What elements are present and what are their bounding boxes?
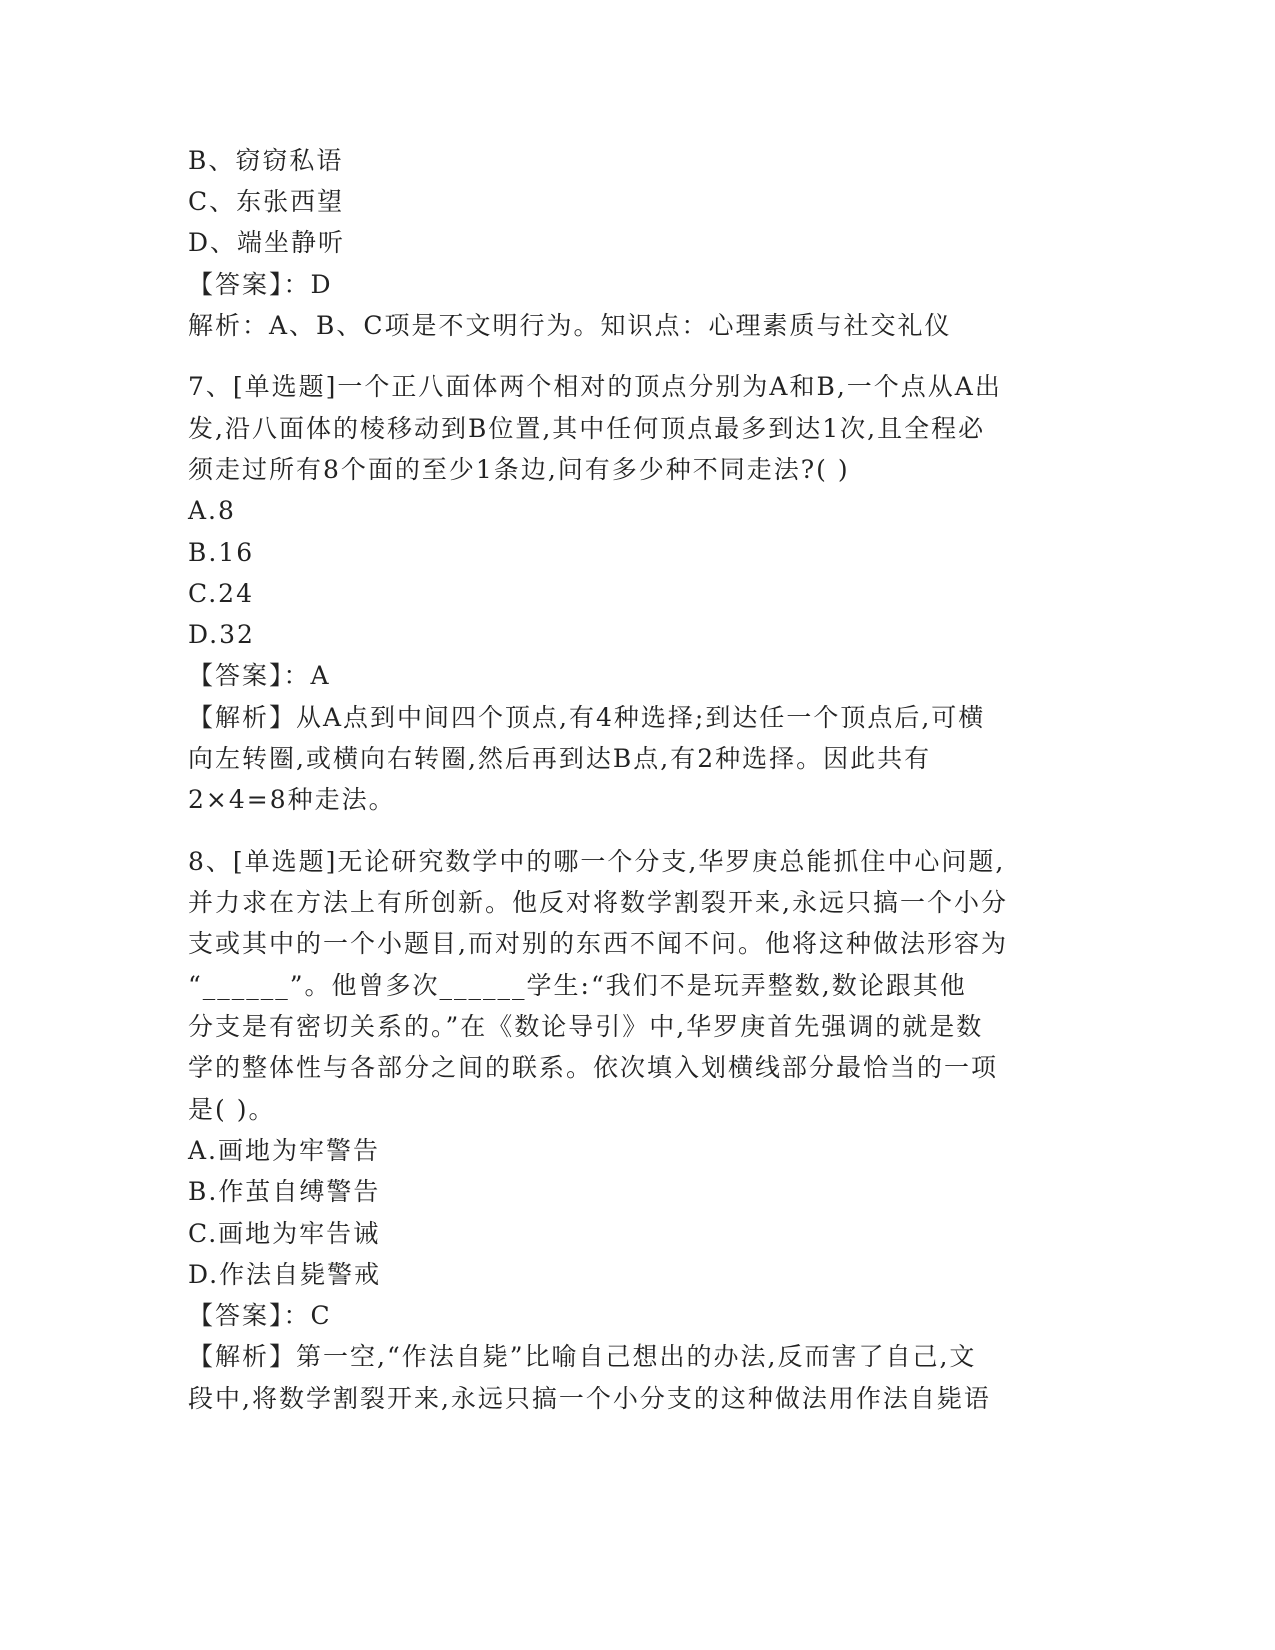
q8-option-b: B.作茧自缚警告 xyxy=(188,1177,381,1206)
q8-option-a: A.画地为牢警告 xyxy=(188,1136,381,1165)
q8-option-d: D.作法自毙警戒 xyxy=(188,1260,382,1289)
q7-stem-line: 发,沿八面体的棱移动到B位置,其中任何顶点最多到达1次,且全程必 xyxy=(188,414,986,443)
q7-stem-line: 须走过所有8个面的至少1条边,问有多少种不同走法?( ) xyxy=(188,455,850,484)
q8-stem-line: 并力求在方法上有所创新。他反对将数学割裂开来,永远只搞一个小分 xyxy=(188,888,1008,917)
q6-analysis: 解析：A、B、C项是不文明行为。知识点：心理素质与社交礼仪 xyxy=(188,311,952,340)
q6-option-c: C、东张西望 xyxy=(188,187,345,216)
q8-answer: 【答案】：C xyxy=(188,1301,332,1330)
q8-stem-line: 学的整体性与各部分之间的联系。依次填入划横线部分最恰当的一项 xyxy=(188,1053,999,1082)
q7-option-a: A.8 xyxy=(188,496,236,525)
q8-analysis-line: 段中,将数学割裂开来,永远只搞一个小分支的这种做法用作法自毙语 xyxy=(188,1384,991,1413)
q8-stem-line: 分支是有密切关系的。”在《数论导引》中,华罗庚首先强调的就是数 xyxy=(188,1012,984,1041)
q7-analysis-line: 向左转圈,或横向右转圈,然后再到达B点,有2种选择。因此共有 xyxy=(188,744,932,773)
q8-analysis-line: 【解析】第一空,“作法自毙”比喻自己想出的办法,反而害了自己,文 xyxy=(188,1342,977,1371)
q6-option-b: B、窃窃私语 xyxy=(188,146,344,175)
q7-option-d: D.32 xyxy=(188,620,255,649)
q7-option-c: C.24 xyxy=(188,579,254,608)
q7-stem-line: 7、[单选题]一个正八面体两个相对的顶点分别为A和B,一个点从A出 xyxy=(188,372,1002,401)
q8-stem-line: 是( )。 xyxy=(188,1095,276,1124)
q6-answer: 【答案】：D xyxy=(188,270,333,299)
q8-stem-line: 8、[单选题]无论研究数学中的哪一个分支,华罗庚总能抓住中心问题, xyxy=(188,847,1006,876)
q8-option-c: C.画地为牢告诫 xyxy=(188,1219,381,1248)
q7-option-b: B.16 xyxy=(188,538,255,567)
q8-stem-line: 支或其中的一个小题目,而对别的东西不闻不问。他将这种做法形容为 xyxy=(188,929,1008,958)
q7-analysis-line: 【解析】从A点到中间四个顶点,有4种选择;到达任一个顶点后,可横 xyxy=(188,703,986,732)
q7-analysis-line: 2×4=8种走法。 xyxy=(188,785,396,814)
q7-answer: 【答案】：A xyxy=(188,661,331,690)
q6-option-d: D、端坐静听 xyxy=(188,228,346,257)
q8-stem-line: “______”。他曾多次______学生:“我们不是玩弄整数,数论跟其他 xyxy=(188,971,967,1000)
